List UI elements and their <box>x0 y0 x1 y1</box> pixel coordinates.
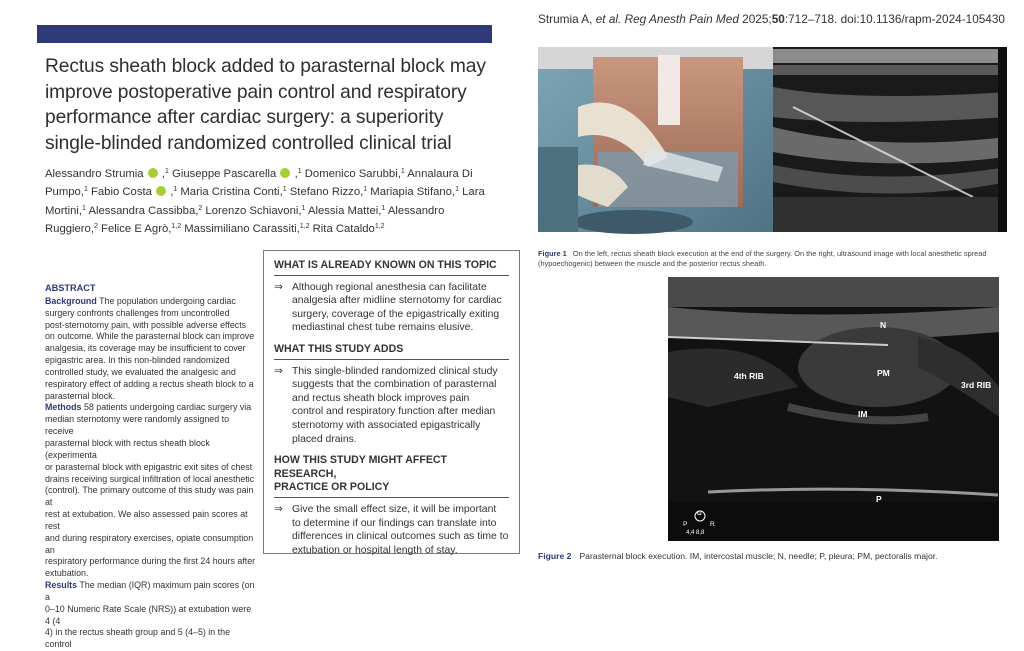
author-name: Lara Mortini <box>45 186 485 217</box>
label-4th-rib: 4th RIB <box>734 371 764 381</box>
methods-label: Methods <box>45 402 82 413</box>
author-affiliation: 1 <box>381 204 386 212</box>
adds-heading: WHAT THIS STUDY ADDS <box>274 343 509 360</box>
paper-title: Rectus sheath block added to parasternal block may improve postoperative pain control and respiratory performance after cardiac surgery: a superiority single-blinded randomized controlled clinical trial <box>45 56 486 154</box>
label-needle: N <box>880 320 887 330</box>
figure2-caption-text: Parasternal block execution. IM, intercostal muscle; N, needle; P, pleura; PM, pectoralis major. <box>579 551 938 561</box>
author-name: Fabio Costa <box>90 186 152 199</box>
probe-scale-label: 4,4 8,8 <box>686 530 705 536</box>
known-heading: WHAT IS ALREADY KNOWN ON THIS TOPIC <box>274 259 509 276</box>
author-affiliation: 1 <box>82 204 86 212</box>
arrow-icon: ⇒ <box>274 281 283 293</box>
author-name: Maria Cristina Conti <box>180 186 280 199</box>
ultrasound-image-2 <box>668 277 999 541</box>
author: Annalaura Di Pumpo,$^1$ <box>45 168 473 199</box>
author-affiliation: 1 <box>297 168 302 175</box>
background-label: Background <box>45 295 97 306</box>
orcid-icon[interactable] <box>148 168 158 178</box>
author-name: Mariapia Stifano <box>370 186 452 199</box>
author-name: Rita Cataldo <box>312 222 375 235</box>
author-affiliation: 1 <box>400 168 405 175</box>
author: Alessandro Strumia ,$^1$ <box>45 168 169 180</box>
author-affiliation: 1 <box>363 186 368 194</box>
author <box>313 223 385 235</box>
citation-year: 2025; <box>742 12 772 26</box>
author-name: Stefano Rizzo <box>289 186 361 199</box>
probe-p-label: P <box>683 521 688 528</box>
affect-section <box>274 454 509 557</box>
figure1-photo <box>538 47 773 232</box>
adds-section <box>274 343 509 446</box>
figure1-caption-text: On the left, rectus sheath block execution at the end of the surgery. On the right, ultrasound image with local anesthetic spread (hypoechogenic) between the muscle and the posterior rectus sheath. <box>538 249 987 268</box>
results-label: Results <box>45 580 78 591</box>
figure2-caption <box>538 551 1018 561</box>
figure1-label: Figure 1 <box>538 249 567 258</box>
figure1-caption <box>538 249 1008 269</box>
key-messages-box <box>263 250 520 554</box>
author-name: Alessandro Strumia <box>45 168 144 180</box>
affect-text: Give the small effect size, it will be important to determine if our findings can translate into differences in clinical outcomes such as time to extubation or hospital length of stay. <box>292 503 509 556</box>
methods-text: 58 patients undergoing cardiac surgery via median sternotomy were randomly assigned to receive parasternal block with rectus sheath block (experimenta or parasternal block with epigastric exit sites of chest drains receiving surgical infiltration of local anesthetic (control). The primary outcome of this study was pain at rest at extubation. We also assessed pain scores at rest and during respiratory exercises, opiate consumption an respiratory performance during the first 24 hours after extubation. <box>45 402 256 579</box>
abstract-methods <box>45 402 257 580</box>
author-name: Alessandra Cassibba <box>88 204 196 217</box>
figure2-ultrasound <box>668 277 999 541</box>
arrow-icon: ⇒ <box>274 365 283 377</box>
author-affiliation: 1 <box>455 186 459 194</box>
author-affiliation: 1,2 <box>374 222 385 230</box>
label-pectoralis-major: PM <box>877 368 890 378</box>
author-name: Alessia Mattei <box>307 204 379 217</box>
known-section <box>274 259 509 335</box>
ultrasound-image-1 <box>773 47 1007 232</box>
citation-journal: Reg Anesth Pain Med <box>624 12 739 26</box>
author: Maria Cristina Conti,$^1$ <box>180 186 287 199</box>
known-item <box>274 281 509 335</box>
figure2-label: Figure 2 <box>538 551 572 561</box>
author-affiliation: 1 <box>173 186 178 194</box>
author-name: Domenico Sarubbi <box>304 168 398 180</box>
author-affiliation: 2 <box>198 204 203 212</box>
author: Domenico Sarubbi,$^1$ <box>304 168 405 180</box>
author-name: Massimiliano Carassiti <box>184 222 297 235</box>
author-name: Annalaura Di Pumpo <box>45 168 473 199</box>
author: Massimiliano Carassiti,$^{1,2}$ <box>184 222 310 235</box>
probe-r-label: R <box>710 521 715 528</box>
probe-gain-label: G <box>697 511 702 517</box>
abstract <box>45 283 257 650</box>
label-pleura: P <box>876 494 882 504</box>
author: Giuseppe Pascarella ,$^1$ <box>172 168 302 180</box>
header-bar <box>37 25 492 43</box>
author: Mariapia Stifano,$^1$ <box>370 186 459 199</box>
adds-text: This single-blinded randomized clinical study suggests that the combination of parasternal and rectus sheath block improves pain control and respiratory function after median sternotomy with associated epigastrically placed drains. <box>292 365 498 445</box>
citation-line <box>538 12 1005 26</box>
author: Alessandra Cassibba,$^2$ <box>88 204 203 217</box>
orcid-icon[interactable] <box>156 186 166 196</box>
author: Felice E Agrò,$^{1,2}$ <box>101 222 182 235</box>
author-affiliation: 1,2 <box>171 222 182 230</box>
abstract-results <box>45 580 257 651</box>
figure1-ultrasound <box>773 47 1007 232</box>
author: Fabio Costa ,$^1$ <box>90 186 178 199</box>
orcid-icon[interactable] <box>280 168 290 178</box>
citation-pages: :712–718. doi:10.1136/rapm-2024-105430 <box>784 12 1005 26</box>
author-affiliation: 1 <box>83 186 88 194</box>
citation-etal: et al. <box>595 12 622 26</box>
author-name: Giuseppe Pascarella <box>172 168 277 180</box>
author: Alessandro Ruggiero,$^2$ <box>45 204 445 235</box>
label-intercostal-muscle: IM <box>858 409 868 419</box>
label-3rd-rib: 3rd RIB <box>961 380 992 390</box>
background-text: The population undergoing cardiac surgery confronts challenges from uncontrolled post-sternotomy pain, with possible adverse effects on outcome. While the parasternal block can improve analgesia, its coverage may be insufficient to cover epigastric area. In this non-blinded randomized controlled study, we evaluated the analgesic and respiratory effect of adding a rectus sheath block to a parasternal block. <box>45 295 255 401</box>
procedure-photo-illustration <box>538 47 773 232</box>
author-list <box>45 164 485 237</box>
author-name: Lorenzo Schiavoni <box>205 204 299 217</box>
author: Lorenzo Schiavoni,$^1$ <box>205 204 306 217</box>
author: Lara Mortini,$^1$ <box>45 186 485 217</box>
affect-item <box>274 503 509 557</box>
author-name: Felice E Agrò <box>101 222 169 235</box>
results-text: The median (IQR) maximum pain scores (on a 0–10 Numeric Rate Scale (NRS)) at extubation were 4 (4 4) in the rectus sheath group and 5 (4–5) in the control <box>45 580 255 650</box>
abstract-heading: ABSTRACT <box>45 283 96 293</box>
author-affiliation: 1 <box>301 204 306 212</box>
author: Stefano Rizzo,$^1$ <box>289 186 368 199</box>
author-affiliation: 1,2 <box>299 222 310 230</box>
affect-heading: HOW THIS STUDY MIGHT AFFECT RESEARCH, PRACTICE OR POLICY <box>274 454 509 498</box>
abstract-background <box>45 296 257 403</box>
author-name: Alessandro Ruggiero <box>45 204 445 235</box>
author: Alessia Mattei,$^1$ <box>307 204 386 217</box>
known-text: Although regional anesthesia can facilitate analgesia after midline sternotomy for cardiac surgery, coverage of the epigastrically exiting mediastinal chest tube remains elusive. <box>292 281 502 334</box>
author-affiliation: 1 <box>282 186 287 194</box>
arrow-icon: ⇒ <box>274 503 283 515</box>
author-affiliation: 2 <box>94 222 98 230</box>
citation-volume: 50 <box>771 12 785 26</box>
citation-authors: Strumia A, <box>538 12 596 26</box>
adds-item <box>274 365 509 447</box>
author-affiliation: 1 <box>165 168 169 175</box>
